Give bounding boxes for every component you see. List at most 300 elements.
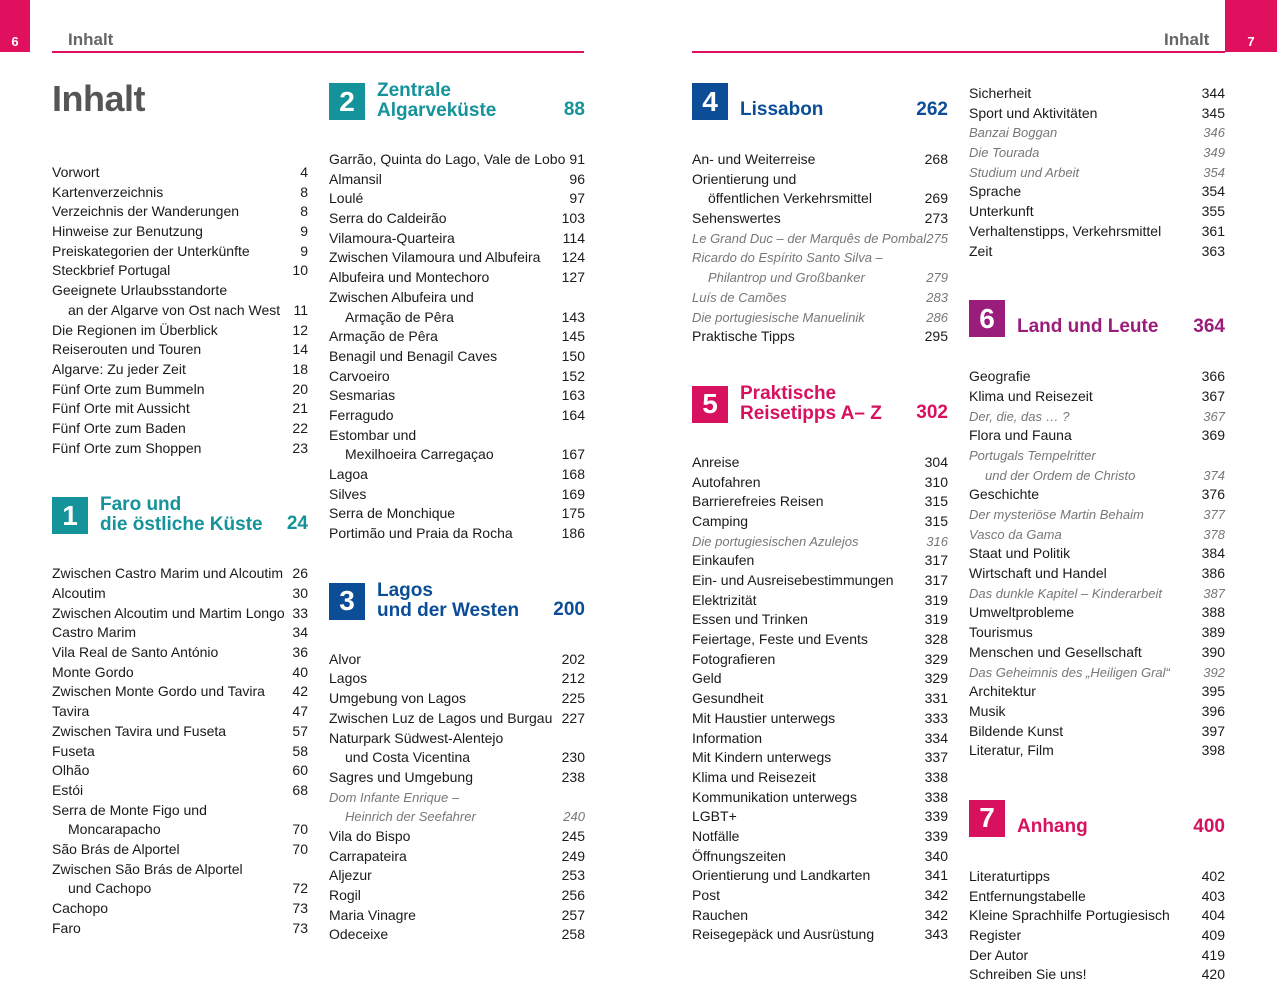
toc-entry[interactable] <box>969 946 1225 966</box>
toc-entry-page: 275 <box>926 230 948 246</box>
chapter-title-line-2: Reisetipps A– Z <box>740 402 882 424</box>
toc-entry-page: 11 <box>293 301 308 318</box>
toc-entry[interactable] <box>692 768 948 788</box>
toc-entry[interactable] <box>52 301 308 321</box>
toc-entry-page: 253 <box>561 867 585 884</box>
toc-entry[interactable] <box>692 650 948 670</box>
toc-entry[interactable] <box>52 682 308 702</box>
chapter-title-line-1: Praktische <box>740 382 837 404</box>
toc-entry[interactable] <box>692 729 948 749</box>
toc-entry[interactable] <box>969 485 1225 505</box>
toc-entry-title: Umgebung von Lagos <box>329 690 466 707</box>
toc-entry[interactable] <box>329 189 585 209</box>
toc-entry-page: 339 <box>924 827 948 844</box>
toc-entry-page: 384 <box>1201 545 1225 562</box>
toc-entry[interactable] <box>52 623 308 643</box>
toc-entry[interactable] <box>52 242 308 262</box>
toc-entry-title: Die Regionen im Überblick <box>52 321 218 338</box>
toc-entry-page: 127 <box>561 269 585 286</box>
toc-entry-title: und der Ordem de Christo <box>985 467 1136 483</box>
toc-entry-page: 304 <box>924 453 948 470</box>
toc-entry[interactable] <box>969 242 1225 262</box>
toc-entry[interactable] <box>692 209 948 229</box>
toc-entry[interactable] <box>329 729 585 749</box>
toc-entry-page: 143 <box>561 308 585 325</box>
toc-entry-page: 8 <box>300 203 308 220</box>
toc-entry[interactable] <box>329 669 585 689</box>
toc-entry[interactable] <box>969 222 1225 242</box>
toc-entry[interactable] <box>329 248 585 268</box>
toc-entry-page: 73 <box>292 919 308 936</box>
toc-entry-page: 367 <box>1201 387 1225 404</box>
toc-entry-page: 315 <box>924 493 948 510</box>
toc-entry-title: Autofahren <box>692 473 761 490</box>
toc-entry[interactable] <box>329 886 585 906</box>
toc-entry[interactable] <box>969 407 1225 427</box>
toc-entry[interactable] <box>969 367 1225 387</box>
toc-entry[interactable] <box>969 867 1225 887</box>
toc-entry-page: 319 <box>924 591 948 608</box>
chapter-page: 302 <box>916 401 948 423</box>
toc-entry[interactable] <box>692 788 948 808</box>
toc-entry[interactable] <box>969 505 1225 525</box>
toc-entry[interactable] <box>329 485 585 505</box>
toc-entry-title: Mit Kindern unterwegs <box>692 749 832 766</box>
toc-entry-title: Alcoutim <box>52 585 106 601</box>
toc-entry[interactable] <box>692 512 948 532</box>
toc-entry[interactable] <box>692 925 948 945</box>
toc-entry[interactable] <box>329 367 585 387</box>
chapter-header[interactable] <box>329 581 585 620</box>
toc-entry[interactable] <box>692 827 948 847</box>
toc-entry[interactable] <box>969 926 1225 946</box>
toc-entry-title: Die Tourada <box>969 145 1040 161</box>
toc-entry-title: Vorwort <box>52 164 100 180</box>
chapter-header[interactable] <box>329 81 585 120</box>
toc-entry[interactable] <box>329 866 585 886</box>
toc-entry[interactable] <box>969 643 1225 663</box>
toc-entry[interactable] <box>52 919 308 939</box>
toc-entry-page: 386 <box>1201 565 1225 582</box>
toc-entry-title: Orientierung und Landkarten <box>692 867 871 884</box>
toc-entry[interactable] <box>692 748 948 768</box>
toc-entry-title: Entfernungstabelle <box>969 887 1086 904</box>
toc-entry-title: Mexilhoeira Carregaçao <box>345 446 494 463</box>
toc-entry[interactable] <box>52 761 308 781</box>
chapter-title-line-2: Land und Leute <box>1017 316 1159 338</box>
toc-entry-page: 73 <box>292 900 308 916</box>
toc-entry-page: 390 <box>1201 643 1225 660</box>
toc-entry-page: 58 <box>292 742 308 759</box>
toc-entry[interactable] <box>329 807 585 827</box>
toc-entry[interactable] <box>969 466 1225 486</box>
toc-entry[interactable] <box>692 886 948 906</box>
toc-entry[interactable] <box>692 327 948 347</box>
toc-entry-page: 124 <box>561 249 585 266</box>
chapter-title-line-2: Anhang <box>1017 815 1088 837</box>
toc-entry[interactable] <box>969 84 1225 104</box>
toc-entry-title: Albufeira und Montechoro <box>329 269 490 286</box>
toc-entry-page: 338 <box>924 768 948 785</box>
toc-entry-title: Mit Haustier unterwegs <box>692 709 836 726</box>
toc-entry-title: Castro Marim <box>52 624 137 641</box>
toc-entry[interactable] <box>692 571 948 591</box>
chapter-number-badge: 4 <box>692 83 728 120</box>
toc-entry-page: 340 <box>924 847 948 864</box>
toc-entry-title: Geeignete Urlaubsstandorte <box>52 282 228 299</box>
toc-entry[interactable] <box>52 439 308 459</box>
toc-entry[interactable] <box>969 525 1225 545</box>
toc-entry[interactable] <box>969 202 1225 222</box>
toc-entry-title: Kartenverzeichnis <box>52 183 164 200</box>
toc-entry-title: Das dunkle Kapitel – Kinderarbeit <box>969 585 1162 601</box>
toc-entry[interactable] <box>692 189 948 209</box>
section-gap <box>329 544 585 581</box>
chapter-page: 262 <box>916 99 948 120</box>
toc-entry[interactable] <box>52 380 308 400</box>
toc-entry[interactable] <box>52 702 308 722</box>
toc-entry[interactable] <box>692 453 948 473</box>
toc-entry-title: Geografie <box>969 368 1031 385</box>
toc-entry[interactable] <box>969 722 1225 742</box>
toc-entry-page: 388 <box>1201 604 1225 621</box>
toc-entry-page: 256 <box>561 887 585 903</box>
toc-entry-title: Zwischen Vilamoura und Albufeira <box>329 249 541 266</box>
toc-entry[interactable] <box>329 906 585 926</box>
toc-entry[interactable] <box>329 788 585 808</box>
toc-entry-title: Portugals Tempelritter <box>969 447 1096 463</box>
toc-entry[interactable] <box>329 170 585 190</box>
toc-entry[interactable] <box>329 386 585 406</box>
toc-entry-page: 4 <box>300 164 308 180</box>
section-gap <box>969 761 1225 798</box>
toc-entry[interactable] <box>52 202 308 222</box>
toc-entry-title: Heinrich der Seefahrer <box>345 809 476 825</box>
toc-entry[interactable] <box>692 532 948 552</box>
toc-entry[interactable] <box>692 492 948 512</box>
toc-entry[interactable] <box>329 288 585 308</box>
toc-entry-title: Zwischen Castro Marim und Alcoutim <box>52 565 284 582</box>
toc-entry-page: 286 <box>926 309 948 325</box>
toc-entry-title: Vila do Bispo <box>329 827 411 844</box>
toc-entry-page: 22 <box>292 419 308 436</box>
toc-entry[interactable] <box>329 524 585 544</box>
chapter-header[interactable] <box>692 81 948 120</box>
toc-entry-page: 36 <box>292 644 308 661</box>
toc-entry-page: 33 <box>292 604 308 621</box>
toc-entry-title: Fünf Orte zum Baden <box>52 419 186 436</box>
toc-entry-page: 377 <box>1203 507 1225 522</box>
toc-entry[interactable] <box>329 268 585 288</box>
toc-entry[interactable] <box>692 709 948 729</box>
toc-entry-title: Der, die, das … ? <box>969 408 1070 424</box>
toc-entry-title: Bildende Kunst <box>969 722 1064 739</box>
toc-entry[interactable] <box>329 748 585 768</box>
toc-entry-page: 9 <box>300 223 308 240</box>
chapter-header[interactable] <box>969 798 1225 837</box>
toc-entry[interactable] <box>329 308 585 328</box>
chapter-title <box>1017 317 1158 337</box>
toc-entry-page: 227 <box>561 709 585 726</box>
toc-entry-title: Literatur, Film <box>969 742 1054 759</box>
toc-entry[interactable] <box>329 150 585 170</box>
toc-entry-title: Sagres und Umgebung <box>329 768 473 785</box>
toc-entry[interactable] <box>969 603 1225 623</box>
toc-entry[interactable] <box>969 663 1225 683</box>
toc-entry-page: 273 <box>924 210 948 227</box>
toc-entry-page: 344 <box>1201 85 1225 101</box>
toc-entry[interactable] <box>52 163 308 183</box>
running-header-right: Inhalt <box>1164 30 1210 49</box>
toc-entry-page: 337 <box>924 749 948 766</box>
toc-entry[interactable] <box>692 689 948 709</box>
toc-entry[interactable] <box>692 170 948 190</box>
toc-entry[interactable] <box>692 591 948 611</box>
toc-entry-page: 395 <box>1201 683 1225 700</box>
toc-entry[interactable] <box>969 163 1225 183</box>
toc-entry[interactable] <box>969 682 1225 702</box>
toc-entry-title: und Cachopo <box>68 880 152 897</box>
toc-entry[interactable] <box>52 801 308 821</box>
toc-column-2 <box>329 81 585 945</box>
toc-entry[interactable] <box>969 906 1225 926</box>
chapter-title <box>100 495 263 535</box>
toc-entry[interactable] <box>329 406 585 426</box>
toc-entry[interactable] <box>329 347 585 367</box>
chapter-title-line-1: Lagos <box>377 579 433 601</box>
toc-entry[interactable] <box>969 544 1225 564</box>
toc-entry-page: 245 <box>561 827 585 844</box>
toc-entry-page: 316 <box>926 533 948 549</box>
toc-entry[interactable] <box>692 308 948 328</box>
toc-entry[interactable] <box>692 473 948 493</box>
chapter-title <box>377 81 496 121</box>
toc-entry[interactable] <box>52 781 308 801</box>
toc-entry-title: Information <box>692 729 763 746</box>
toc-entry[interactable] <box>692 610 948 630</box>
toc-entry-page: 355 <box>1201 203 1225 220</box>
toc-entry-page: 150 <box>561 347 585 364</box>
toc-entry-title: Maria Vinagre <box>329 906 416 923</box>
toc-entry[interactable] <box>52 879 308 899</box>
toc-entry[interactable] <box>52 321 308 341</box>
chapter-title-line-2: die östliche Küste <box>100 514 263 536</box>
toc-entry[interactable] <box>969 564 1225 584</box>
toc-entry-title: Die portugiesische Manuelinik <box>692 309 865 325</box>
toc-entry-title: Barrierefreies Reisen <box>692 493 824 510</box>
toc-entry[interactable] <box>692 288 948 308</box>
toc-entry-page: 404 <box>1201 907 1225 924</box>
toc-entry[interactable] <box>692 847 948 867</box>
toc-entry-page: 145 <box>561 328 585 345</box>
toc-entry[interactable] <box>52 281 308 301</box>
toc-entry-title: Ferragudo <box>329 406 394 423</box>
toc-entry-page: 257 <box>561 906 585 923</box>
toc-entry-page: 329 <box>924 650 948 667</box>
toc-entry-title: Serra de Monchique <box>329 505 456 522</box>
chapter-title-line-1: Zentrale <box>377 80 451 101</box>
toc-entry[interactable] <box>52 742 308 762</box>
toc-entry[interactable] <box>52 820 308 840</box>
toc-entry[interactable] <box>969 182 1225 202</box>
toc-entry-title: Serra de Monte Figo und <box>52 801 207 818</box>
chapter-title <box>740 100 823 120</box>
toc-entry-title: Steckbrief Portugal <box>52 262 171 279</box>
toc-entry-page: 269 <box>924 190 948 207</box>
toc-entry-page: 354 <box>1201 183 1225 200</box>
toc-entry-page: 97 <box>569 190 585 207</box>
chapter-header[interactable] <box>692 384 948 423</box>
toc-entry-page: 8 <box>300 183 308 200</box>
toc-entry-page: 328 <box>924 631 948 648</box>
toc-entry-page: 96 <box>569 170 585 187</box>
toc-entry[interactable] <box>52 899 308 919</box>
toc-entry[interactable] <box>52 722 308 742</box>
toc-entry[interactable] <box>52 399 308 419</box>
toc-entry-title: Le Grand Duc – der Marquês de Pombal <box>692 230 927 246</box>
toc-entry[interactable] <box>692 906 948 926</box>
toc-entry[interactable] <box>52 360 308 380</box>
toc-entry[interactable] <box>52 340 308 360</box>
toc-entry[interactable] <box>52 419 308 439</box>
toc-entry-title: Rogil <box>329 887 361 903</box>
toc-entry-title: Flora und Fauna <box>969 427 1072 444</box>
toc-entry[interactable] <box>329 327 585 347</box>
toc-entry[interactable] <box>969 387 1225 407</box>
toc-entry-page: 345 <box>1201 104 1225 121</box>
toc-entry-page: 168 <box>561 466 585 482</box>
toc-entry[interactable] <box>692 669 948 689</box>
toc-entry-title: Garrão, Quinta do Lago, Vale de Lobo <box>329 151 566 167</box>
toc-entry[interactable] <box>969 143 1225 163</box>
toc-entry[interactable] <box>329 650 585 670</box>
chapter-title-line-2: und der Westen <box>377 599 520 621</box>
toc-entry-page: 14 <box>292 341 308 358</box>
toc-entry-page: 389 <box>1201 624 1225 641</box>
toc-entry[interactable] <box>692 268 948 288</box>
toc-entry-page: 268 <box>924 151 948 167</box>
toc-entry[interactable] <box>329 504 585 524</box>
toc-entry[interactable] <box>692 630 948 650</box>
toc-entry[interactable] <box>52 222 308 242</box>
toc-entry[interactable] <box>52 183 308 203</box>
toc-entry[interactable] <box>52 261 308 281</box>
toc-entry-page: 397 <box>1201 722 1225 739</box>
toc-entry[interactable] <box>329 847 585 867</box>
toc-entry[interactable] <box>52 643 308 663</box>
toc-entry-page: 378 <box>1203 526 1225 542</box>
toc-entry-page: 354 <box>1203 164 1225 180</box>
toc-entry[interactable] <box>329 229 585 249</box>
toc-entry[interactable] <box>52 840 308 860</box>
toc-entry-page: 310 <box>924 473 948 490</box>
toc-entry[interactable] <box>692 248 948 268</box>
toc-entry[interactable] <box>52 564 308 584</box>
toc-entry-page: 343 <box>924 926 948 943</box>
toc-entry-title: Carvoeiro <box>329 367 390 384</box>
toc-entry-page: 341 <box>924 867 948 884</box>
chapter-title-line-2: Algarveküste <box>377 100 497 121</box>
toc-entry[interactable] <box>329 426 585 446</box>
toc-entry-title: Loulé <box>329 190 364 207</box>
toc-entry[interactable] <box>692 866 948 886</box>
toc-entry-title: Dom Infante Enrique – <box>329 789 460 805</box>
toc-entry[interactable] <box>329 768 585 788</box>
toc-entry-page: 202 <box>561 650 585 667</box>
toc-entry[interactable] <box>692 150 948 170</box>
toc-entry-page: 21 <box>292 400 308 417</box>
toc-entry-title: Das Geheimnis des „Heiligen Gral“ <box>969 664 1170 680</box>
toc-entry-page: 402 <box>1201 867 1225 884</box>
toc-entry-title: Camping <box>692 512 749 529</box>
toc-entry-title: Zwischen Alcoutim und Martim Longo <box>52 604 285 621</box>
toc-entry[interactable] <box>969 702 1225 722</box>
chapter-header[interactable] <box>969 298 1225 337</box>
toc-entry-page: 114 <box>562 229 585 246</box>
toc-entry-page: 103 <box>561 210 585 227</box>
toc-entry[interactable] <box>329 465 585 485</box>
toc-entry-title: Banzai Boggan <box>969 125 1058 141</box>
toc-entry[interactable] <box>52 663 308 683</box>
toc-entry-page: 279 <box>926 270 948 286</box>
toc-entry-page: 319 <box>924 611 948 628</box>
toc-entry-title: Luís de Camões <box>692 289 787 305</box>
chapter-number-badge: 6 <box>969 300 1005 337</box>
toc-entry[interactable] <box>969 623 1225 643</box>
toc-entry-title: Serra do Caldeirão <box>329 210 447 227</box>
chapter-title-line-1: Faro und <box>100 494 182 516</box>
toc-entry[interactable] <box>692 551 948 571</box>
toc-entry-title: Cachopo <box>52 900 109 916</box>
toc-entry-page: 238 <box>561 768 585 785</box>
toc-entry[interactable] <box>969 584 1225 604</box>
toc-entry[interactable] <box>329 445 585 465</box>
toc-entry[interactable] <box>692 229 948 249</box>
toc-entry[interactable] <box>692 807 948 827</box>
toc-entry-title: Alvor <box>329 650 361 667</box>
page-title: Inhalt <box>52 78 145 119</box>
toc-entry-title: Reisegepäck und Ausrüstung <box>692 926 875 943</box>
toc-entry[interactable] <box>969 123 1225 143</box>
toc-entry[interactable] <box>969 446 1225 466</box>
toc-entry-title: Vila Real de Santo António <box>52 644 219 661</box>
toc-entry[interactable] <box>969 887 1225 907</box>
toc-entry[interactable] <box>969 965 1225 985</box>
toc-entry[interactable] <box>969 426 1225 446</box>
toc-entry[interactable] <box>329 689 585 709</box>
toc-entry-page: 392 <box>1203 664 1225 680</box>
toc-entry[interactable] <box>329 827 585 847</box>
toc-entry-page: 329 <box>924 670 948 687</box>
toc-entry-title: Armação de Pêra <box>345 308 454 325</box>
chapter-header[interactable] <box>52 495 308 534</box>
toc-entry[interactable] <box>52 584 308 604</box>
toc-entry[interactable] <box>969 741 1225 761</box>
toc-entry[interactable] <box>329 209 585 229</box>
toc-entry[interactable] <box>52 604 308 624</box>
toc-entry-title: Sesmarias <box>329 387 396 404</box>
toc-entry-title: Carrapateira <box>329 847 407 864</box>
toc-entry[interactable] <box>329 709 585 729</box>
toc-entry[interactable] <box>969 104 1225 124</box>
toc-entry-page: 409 <box>1201 927 1225 943</box>
toc-entry-page: 317 <box>924 572 948 588</box>
toc-entry[interactable] <box>329 925 585 945</box>
toc-entry-title: Lagoa <box>329 466 368 482</box>
toc-entry-page: 387 <box>1203 585 1225 601</box>
toc-entry[interactable] <box>52 860 308 880</box>
toc-column-1 <box>52 163 308 938</box>
